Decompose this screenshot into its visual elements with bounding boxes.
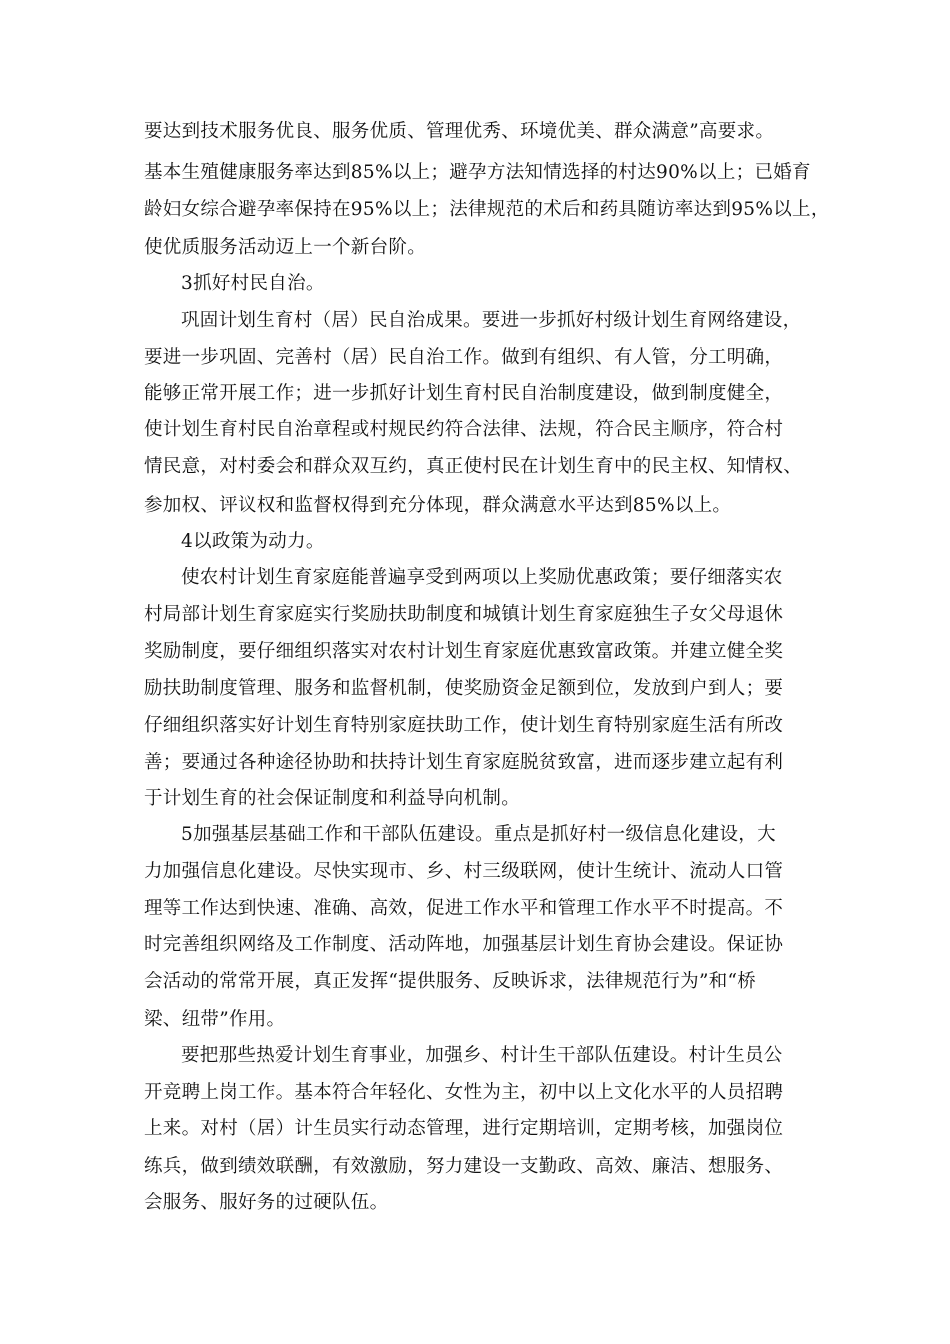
text-line: 奖励制度，要仔细组织落实对农村计划生育家庭优惠致富政策。并建立健全奖 xyxy=(144,641,784,662)
text-line: 使农村计划生育家庭能普遍享受到两项以上奖励优惠政策；要仔细落实农 xyxy=(181,567,783,588)
text-line: 会活动的常常开展，真正发挥“提供服务、反映诉求，法律规范行为”和“桥 xyxy=(144,971,757,992)
text-line: 参加权、评议权和监督权得到充分体现，群众满意水平达到85%以上。 xyxy=(144,495,732,516)
text-line: 情民意，对村委会和群众双互约，真正使村民在计划生育中的民主权、知情权、 xyxy=(144,456,803,477)
text-line: 会服务、服好务的过硬队伍。 xyxy=(144,1192,389,1213)
text-line: 梁、纽带”作用。 xyxy=(144,1009,286,1030)
text-line: 要把那些热爱计划生育事业，加强乡、村计生干部队伍建设。村计生员公 xyxy=(181,1045,783,1066)
text-line: 于计划生育的社会保证制度和利益导向机制。 xyxy=(144,788,521,809)
text-line: 励扶助制度管理、服务和监督机制，使奖励资金足额到位，发放到户到人；要 xyxy=(144,678,784,699)
text-line: 开竞聘上岗工作。基本符合年轻化、女性为主，初中以上文化水平的人员招聘 xyxy=(144,1082,784,1103)
text-line: 龄妇女综合避孕率保持在95%以上；法律规范的术后和药具随访率达到95%以上， xyxy=(144,199,830,220)
text-line: 理等工作达到快速、准确、高效，促进工作水平和管理工作水平不时提高。不 xyxy=(144,898,784,919)
text-line: 村局部计划生育家庭实行奖励扶助制度和城镇计划生育家庭独生子女父母退休 xyxy=(144,604,784,625)
text-line: 巩固计划生育村（居）民自治成果。要进一步抓好村级计划生育网络建设， xyxy=(181,310,802,331)
section-heading: 3抓好村民自治。 xyxy=(181,273,325,294)
text-line: 善；要通过各种途径协助和扶持计划生育家庭脱贫致富，进而逐步建立起有利 xyxy=(144,752,784,773)
text-line: 仔细组织落实好计划生育特别家庭扶助工作，使计划生育特别家庭生活有所改 xyxy=(144,715,784,736)
text-line: 基本生殖健康服务率达到85%以上；避孕方法知情选择的村达90%以上；已婚育 xyxy=(144,162,811,183)
section-heading: 4以政策为动力。 xyxy=(181,531,325,552)
text-line: 力加强信息化建设。尽快实现市、乡、村三级联网，使计生统计、流动人口管 xyxy=(144,861,784,882)
text-line: 练兵，做到绩效联酬，有效激励，努力建设一支勤政、高效、廉洁、想服务、 xyxy=(144,1156,784,1177)
text-line: 上来。对村（居）计生员实行动态管理，进行定期培训，定期考核，加强岗位 xyxy=(144,1118,784,1139)
text-line: 5加强基层基础工作和干部队伍建设。重点是抓好村一级信息化建设，大 xyxy=(181,824,776,845)
text-line: 时完善组织网络及工作制度、活动阵地，加强基层计划生育协会建设。保证协 xyxy=(144,934,784,955)
text-line: 要进一步巩固、完善村（居）民自治工作。做到有组织、有人管，分工明确， xyxy=(144,347,784,368)
text-line: 使优质服务活动迈上一个新台阶。 xyxy=(144,237,427,258)
text-line: 要达到技术服务优良、服务优质、管理优秀、环境优美、群众满意”高要求。 xyxy=(144,121,775,142)
text-line: 使计划生育村民自治章程或村规民约符合法律、法规，符合民主顺序，符合村 xyxy=(144,419,784,440)
text-line: 能够正常开展工作；进一步抓好计划生育村民自治制度建设，做到制度健全， xyxy=(144,383,784,404)
